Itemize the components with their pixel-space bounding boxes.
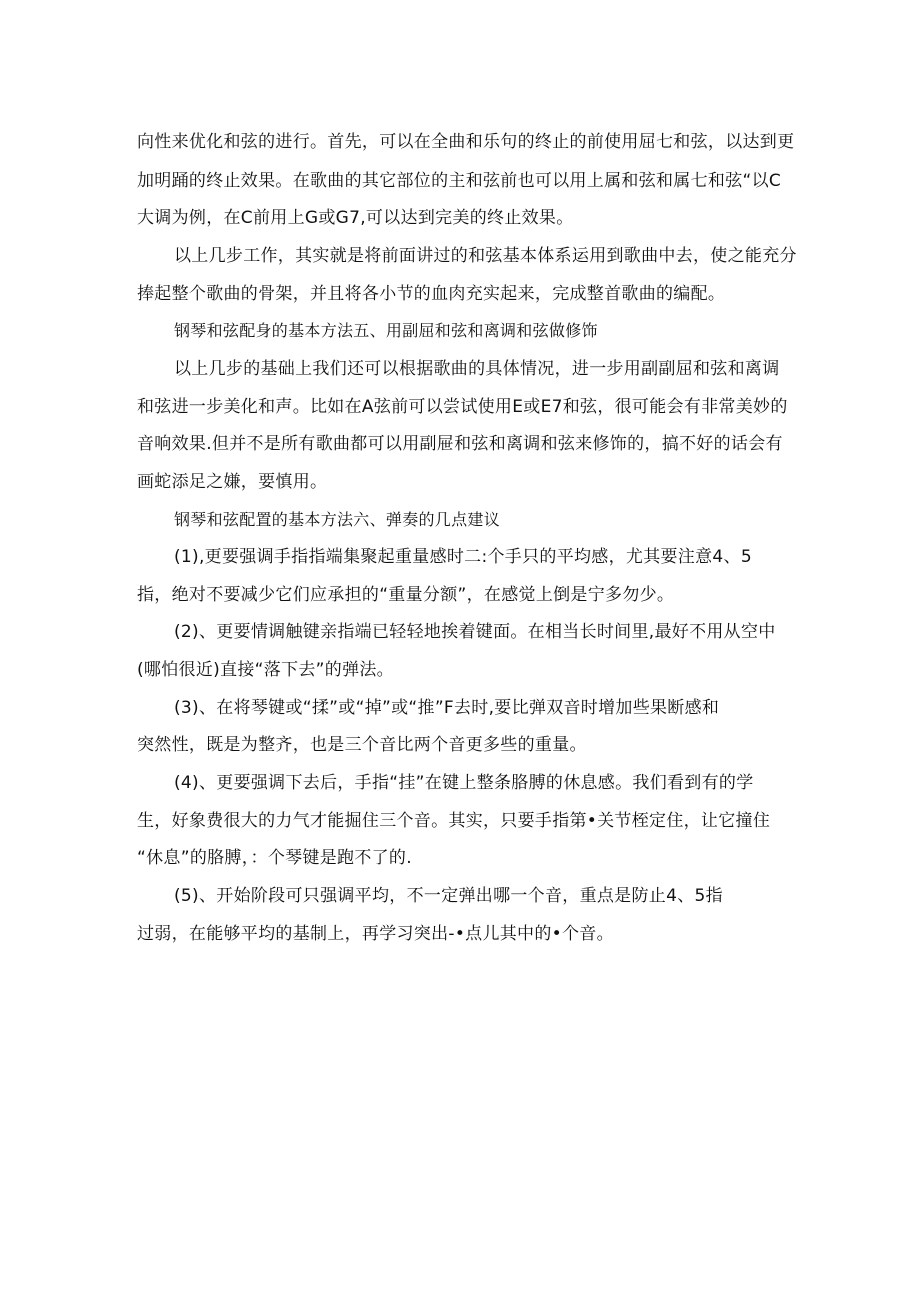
- text-line: (1),更要强调手指指端集聚起重量感时二:个手只的平均感，尤其要注意4、5: [174, 547, 752, 567]
- text-line: 加明踊的终止效果。在歌曲的其它部位的主和弦前也可以用上属和弦和属七和弦“以C: [137, 171, 782, 191]
- text-line: 过弱，在能够平均的基制上，再学习突出-•点儿其中的•个音。: [137, 924, 614, 944]
- section-heading: 钢琴和弦配置的基本方法六、弹奏的几点建议: [174, 510, 501, 529]
- text-line: (2)、更要情调触键亲指端已轻轻地挨着键面。在相当长时间里,最好不用从空中: [174, 622, 776, 642]
- section-heading: 钢琴和弦配身的基本方法五、用副屈和弦和离调和弦做修饰: [174, 321, 598, 340]
- text-line: “休息”的胳膊，：个琴键是跑不了的.: [137, 848, 412, 868]
- text-line: (3)、在将琴键或“揉”或“掉”或“推”F去时,要比弹双音时增加些果断感和: [174, 698, 720, 718]
- text-line: 生，好象费很大的力气才能掘住三个音。其实，只要手指第•关节桎定住，让它撞住: [137, 811, 771, 831]
- text-line: (哪怕很近)直接“落下去”的弹法。: [137, 660, 394, 680]
- text-line: (5)、开始阶段可只强调平均，不一定弹出哪一个音，重点是防止4、5指: [174, 886, 723, 906]
- text-line: 向性来优化和弦的进行。首先，可以在全曲和乐句的终止的前使用屈七和弦，以达到更: [137, 132, 795, 152]
- text-line: 突然性，既是为整齐，也是三个音比两个音更多些的重量。: [137, 735, 587, 755]
- text-line: 以上几步的基础上我们还可以根据歌曲的具体情况，进一步用副副屈和弦和离调: [174, 359, 780, 379]
- text-line: 和弦进一步美化和声。比如在A弦前可以尝试使用E或E7和弦，很可能会有非常美妙的: [137, 397, 788, 417]
- text-line: 指，绝对不要减少它们应承担的“重量分额”，在感觉上倒是宁多勿少。: [137, 585, 675, 605]
- text-line: 捧起整个歌曲的骨架，并且将各小节的血肉充实起来，完成整首歌曲的编配。: [137, 284, 726, 304]
- text-line: 画蛇添足之嫌，要慎用。: [137, 472, 328, 492]
- text-line: 以上几步工作，其实就是将前面讲过的和弦基本体系运用到歌曲中去，使之能充分: [174, 246, 797, 266]
- text-line: (4)、更要强调下去后，手指“挂”在键上整条胳膊的休息感。我们看到有的学: [174, 773, 754, 793]
- text-line: 大调为例，在C前用上G或G7,可以达到完美的终止效果。: [137, 208, 574, 228]
- text-line: 音响效果.但并不是所有歌曲都可以用副屉和弦和离调和弦来修饰的，搞不好的话会有: [137, 434, 783, 454]
